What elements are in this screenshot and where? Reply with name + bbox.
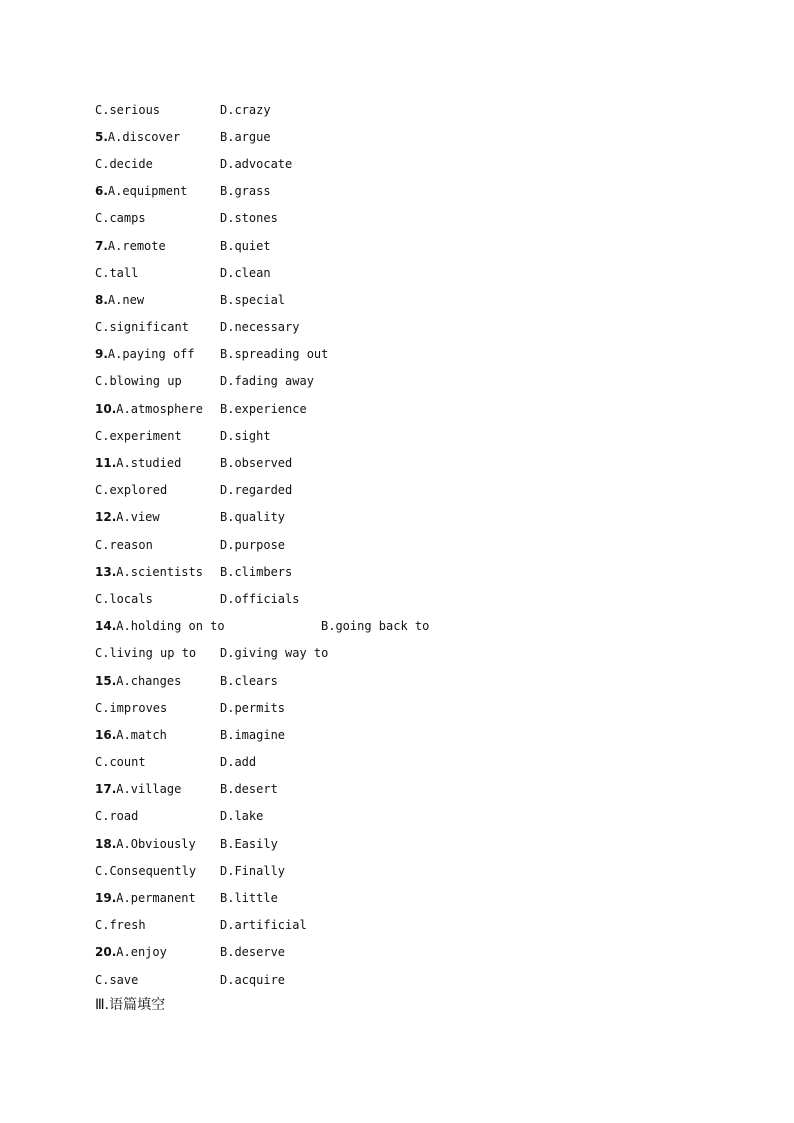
question-number: 10. [95, 401, 117, 416]
option-left-text: C.locals [95, 591, 153, 606]
option-left [95, 456, 220, 470]
option-left [95, 429, 220, 443]
option-left-text: C.save [95, 972, 139, 987]
option-left [95, 266, 220, 280]
option-left [95, 483, 220, 497]
question-number: 20. [95, 945, 117, 960]
option-left-text: C.tall [95, 265, 139, 280]
option-row [95, 585, 429, 612]
option-left-text: C.fresh [95, 918, 146, 933]
option-row [95, 803, 429, 830]
option-left-text: A.match [116, 727, 167, 742]
option-left-text: A.holding on to [116, 619, 225, 634]
section-heading: Ⅲ.语篇填空 [95, 997, 166, 1013]
option-left-text: C.explored [95, 483, 168, 498]
option-row [95, 667, 429, 694]
option-left [95, 347, 220, 361]
question-number: 13. [95, 564, 117, 579]
option-left [95, 239, 220, 253]
option-row [95, 232, 429, 259]
option-left-text: A.enjoy [116, 945, 167, 960]
option-left-text: C.decide [95, 156, 153, 171]
option-left [95, 402, 220, 416]
option-row [95, 884, 429, 911]
option-left-text: C.living up to [95, 646, 197, 661]
option-row [95, 912, 429, 939]
question-number: 8. [95, 292, 108, 307]
option-right-text: B.special [220, 292, 286, 307]
question-number: 15. [95, 673, 117, 688]
option-left-text: A.discover [107, 129, 181, 144]
option-right-text: B.observed [220, 456, 293, 471]
option-row [95, 857, 429, 884]
question-number: 6. [95, 184, 108, 199]
question-number: 14. [95, 619, 117, 634]
option-left-text: C.experiment [95, 428, 182, 443]
question-number: 11. [95, 456, 117, 471]
option-left [95, 320, 220, 334]
option-left-text: C.improves [95, 700, 168, 715]
question-number: 5. [95, 129, 108, 144]
option-left-text: A.studied [116, 456, 182, 471]
option-row [95, 477, 429, 504]
option-row [95, 449, 429, 476]
option-row [95, 721, 429, 748]
option-right-text: D.permits [220, 700, 286, 715]
option-left-text: A.paying off [107, 347, 195, 362]
option-left [95, 782, 220, 796]
option-right-text: D.purpose [220, 537, 286, 552]
option-right-text: B.deserve [220, 945, 286, 960]
option-row [95, 150, 429, 177]
option-left [95, 619, 321, 633]
option-right-text: D.add [220, 755, 257, 770]
option-row [95, 341, 429, 368]
option-right-text: D.crazy [220, 102, 271, 117]
option-right-text: B.grass [220, 184, 271, 199]
option-left-text: C.serious [95, 102, 161, 117]
option-right-text: B.quality [220, 510, 286, 525]
option-left [95, 211, 220, 225]
option-right-text: D.Finally [220, 863, 286, 878]
option-right-text: D.acquire [220, 972, 286, 987]
option-right-text: D.sight [220, 428, 271, 443]
option-left-text: A.view [116, 510, 160, 525]
option-left-text: C.reason [95, 537, 153, 552]
option-row [95, 830, 429, 857]
option-right-text: B.little [220, 891, 278, 906]
option-left [95, 184, 220, 198]
option-left-text: C.blowing up [95, 374, 182, 389]
question-number: 16. [95, 727, 117, 742]
option-row [95, 558, 429, 585]
option-left [95, 103, 220, 117]
option-left [95, 646, 220, 660]
option-right-text: B.quiet [220, 238, 271, 253]
option-right-text: B.going back to [321, 619, 430, 634]
option-row [95, 314, 429, 341]
option-left-text: C.count [95, 755, 146, 770]
option-left-text: C.camps [95, 211, 146, 226]
option-row [95, 96, 429, 123]
option-right-text: D.lake [220, 809, 264, 824]
option-row [95, 395, 429, 422]
option-left [95, 674, 220, 688]
option-left-text: A.changes [116, 673, 182, 688]
option-left [95, 728, 220, 742]
option-right-text: B.spreading out [220, 347, 329, 362]
option-left [95, 864, 220, 878]
option-left-text: C.road [95, 809, 139, 824]
option-left [95, 837, 220, 851]
option-row [95, 123, 429, 150]
option-left-text: A.equipment [107, 184, 188, 199]
option-left [95, 973, 220, 987]
option-right-text: D.officials [220, 591, 300, 606]
question-number: 19. [95, 891, 117, 906]
option-row [95, 966, 429, 993]
option-row [95, 422, 429, 449]
option-right-text: D.advocate [220, 156, 293, 171]
option-left [95, 130, 220, 144]
option-left [95, 592, 220, 606]
question-number: 7. [95, 238, 108, 253]
option-left [95, 809, 220, 823]
option-left [95, 157, 220, 171]
option-left-text: A.remote [107, 238, 166, 253]
option-left [95, 374, 220, 388]
option-right-text: D.artificial [220, 918, 307, 933]
option-right-text: D.fading away [220, 374, 314, 389]
option-left [95, 510, 220, 524]
answer-options-list [95, 96, 429, 993]
option-row [95, 259, 429, 286]
option-right-text: D.necessary [220, 320, 300, 335]
question-number: 18. [95, 836, 117, 851]
option-left-text: A.Obviously [116, 836, 196, 851]
option-left-text: A.village [116, 782, 182, 797]
option-left-text: A.new [107, 292, 145, 307]
option-left [95, 891, 220, 905]
option-left-text: A.permanent [116, 891, 196, 906]
question-number: 9. [95, 347, 108, 362]
option-left-text: C.Consequently [95, 863, 197, 878]
option-right-text: D.regarded [220, 483, 293, 498]
option-left [95, 918, 220, 932]
option-row [95, 694, 429, 721]
question-number: 17. [95, 782, 117, 797]
option-right-text: B.desert [220, 782, 278, 797]
option-row [95, 368, 429, 395]
option-row [95, 776, 429, 803]
option-row [95, 613, 429, 640]
option-left-text: A.atmosphere [116, 401, 203, 416]
option-right-text: B.climbers [220, 564, 293, 579]
option-row [95, 178, 429, 205]
option-left [95, 701, 220, 715]
option-left [95, 293, 220, 307]
option-left [95, 945, 220, 959]
option-left-text: C.significant [95, 320, 189, 335]
option-right-text: B.experience [220, 401, 307, 416]
option-right-text: D.stones [220, 211, 278, 226]
option-right-text: B.argue [220, 129, 271, 144]
option-row [95, 640, 429, 667]
option-left [95, 565, 220, 579]
option-right-text: B.Easily [220, 836, 278, 851]
option-row [95, 205, 429, 232]
option-right-text: D.giving way to [220, 646, 329, 661]
option-right-text: B.imagine [220, 727, 286, 742]
option-row [95, 531, 429, 558]
option-row [95, 286, 429, 313]
option-left-text: A.scientists [116, 564, 203, 579]
option-right-text: B.clears [220, 673, 278, 688]
option-row [95, 749, 429, 776]
option-left [95, 755, 220, 769]
option-row [95, 939, 429, 966]
option-right-text: D.clean [220, 265, 271, 280]
option-row [95, 504, 429, 531]
option-left [95, 538, 220, 552]
question-number: 12. [95, 510, 117, 525]
